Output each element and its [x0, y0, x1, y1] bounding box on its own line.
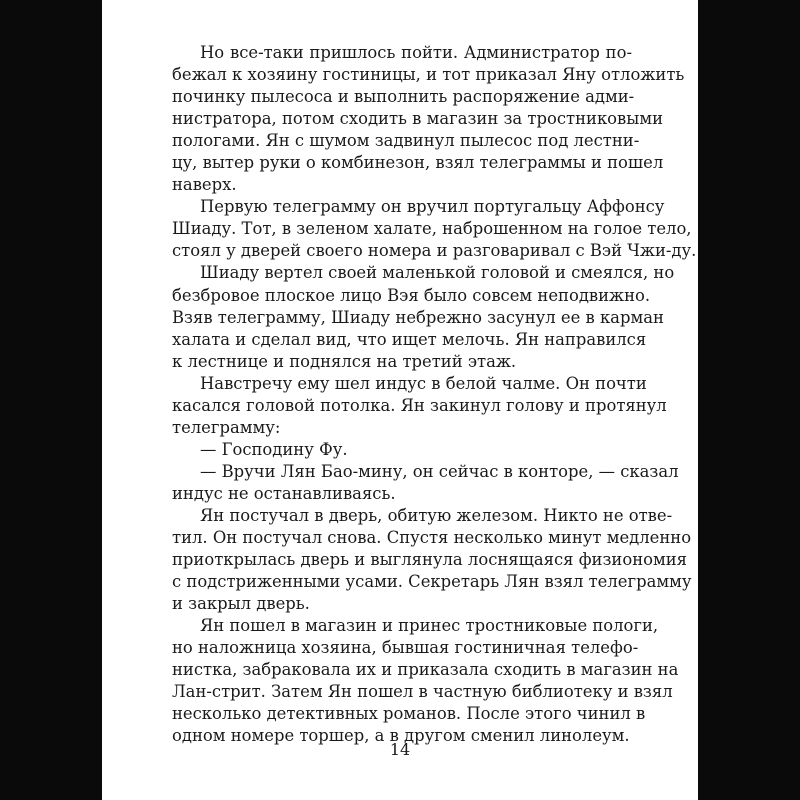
text-line: стоял у дверей своего номера и разговаривал с Вэй Чжи-ду.	[172, 241, 697, 261]
text-line: с подстриженными усами. Секретарь Лян взял телеграмму	[172, 572, 692, 592]
text-line: Ян пошел в магазин и принес тростниковые пологи,	[200, 616, 659, 636]
text-line: телеграмму:	[172, 417, 281, 437]
text-line: приоткрылась дверь и выглянула лоснящаяся физиономия	[172, 550, 688, 570]
text-line: Но все-таки пришлось пойти. Администратор по-	[200, 43, 632, 62]
text-line: Первую телеграмму он вручил португальцу Аффонсу	[200, 197, 665, 217]
text-line: нистка, забраковала их и приказала сходить в магазин на	[172, 660, 679, 680]
text-line: несколько детективных романов. После этого чинил в	[172, 704, 646, 724]
page-number: 14	[389, 740, 411, 759]
left-black-border	[0, 0, 102, 800]
body-text	[172, 42, 697, 748]
text-line: и закрыл дверь.	[172, 594, 310, 614]
text-line: одном номере торшер, а в другом сменил линолеум.	[172, 726, 630, 746]
book-page	[102, 0, 698, 800]
text-line: тил. Он постучал снова. Спустя несколько минут медленно	[172, 528, 692, 548]
text-line: цу, вытер руки о комбинезон, взял телеграммы и пошел	[172, 153, 664, 173]
text-line: халата и сделал вид, что ищет мелочь. Ян направился	[172, 329, 647, 349]
text-line: Лан-стрит. Затем Ян пошел в частную библиотеку и взял	[172, 682, 673, 702]
text-line: безбровое плоское лицо Вэя было совсем неподвижно.	[172, 285, 651, 305]
text-line: к лестнице и поднялся на третий этаж.	[172, 351, 517, 371]
text-line: Ян постучал в дверь, обитую железом. Никто не отве-	[200, 505, 673, 525]
text-line: пологами. Ян с шумом задвинул пылесос под лестни-	[172, 131, 640, 151]
text-line: Навстречу ему шел индус в белой чалме. Он почти	[200, 373, 647, 393]
text-line: Шиаду вертел своей маленькой головой и смеялся, но	[200, 263, 675, 283]
text-line: — Вручи Лян Бао-мину, он сейчас в конторе, — сказал	[200, 461, 679, 481]
text-line: Шиаду. Тот, в зеленом халате, наброшенном на голое тело,	[172, 219, 692, 239]
text-line: наверх.	[172, 175, 237, 195]
text-line: но наложница хозяина, бывшая гостиничная телефо-	[172, 638, 639, 658]
text-line: касался головой потолка. Ян закинул голову и протянул	[172, 395, 667, 415]
text-line: нистратора, потом сходить в магазин за тростниковыми	[172, 109, 663, 129]
right-black-border	[698, 0, 800, 800]
text-line: бежал к хозяину гостиницы, и тот приказал Яну отложить	[172, 65, 685, 85]
text-line: Взяв телеграмму, Шиаду небрежно засунул ее в карман	[172, 307, 664, 327]
text-line: индус не останавливаясь.	[172, 483, 396, 503]
text-line: — Господину Фу.	[200, 439, 348, 459]
text-line: починку пылесоса и выполнить распоряжение адми-	[172, 87, 635, 107]
